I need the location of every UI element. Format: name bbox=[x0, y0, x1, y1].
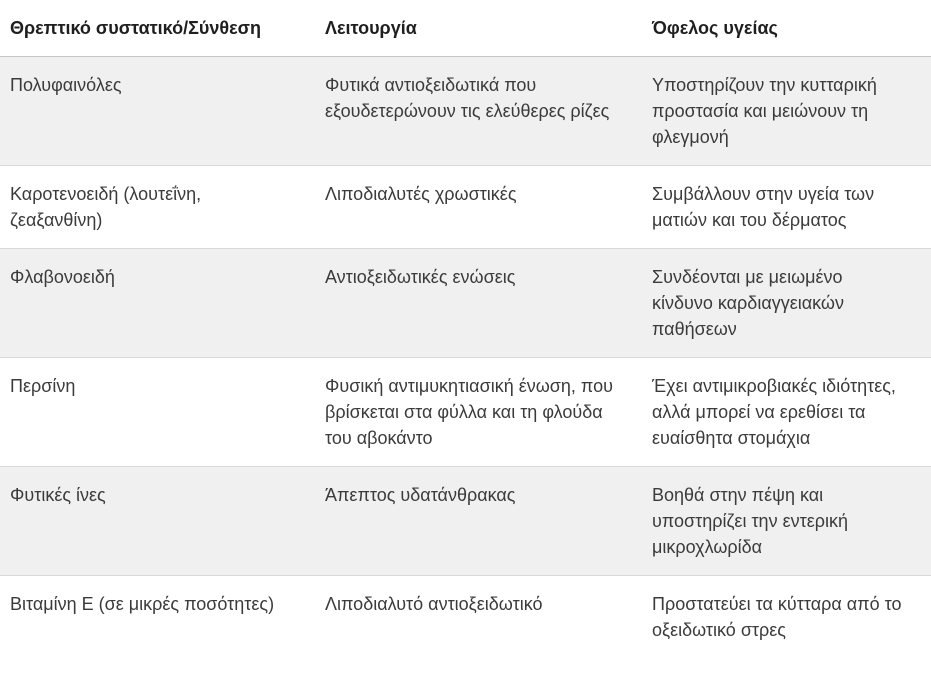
cell-benefit: Έχει αντιμικροβιακές ιδιότητες, αλλά μπορεί να ερεθίσει τα ευαίσθητα στομάχια bbox=[642, 358, 931, 467]
table-row bbox=[0, 166, 931, 249]
cell-function: Φυτικά αντιοξειδωτικά που εξουδετερώνουν τις ελεύθερες ρίζες bbox=[315, 57, 642, 166]
cell-function: Άπεπτος υδατάνθρακας bbox=[315, 467, 642, 576]
cell-nutrient: Φυτικές ίνες bbox=[0, 467, 315, 576]
cell-function: Φυσική αντιμυκητιασική ένωση, που βρίσκεται στα φύλλα και τη φλούδα του αβοκάντο bbox=[315, 358, 642, 467]
cell-benefit: Προστατεύει τα κύτταρα από το οξειδωτικό στρες bbox=[642, 576, 931, 659]
table-row bbox=[0, 576, 931, 659]
header-cell-function: Λειτουργία bbox=[315, 0, 642, 57]
table-body bbox=[0, 57, 931, 659]
cell-nutrient: Βιταμίνη Ε (σε μικρές ποσότητες) bbox=[0, 576, 315, 659]
cell-function: Αντιοξειδωτικές ενώσεις bbox=[315, 249, 642, 358]
cell-benefit: Βοηθά στην πέψη και υποστηρίζει την εντερική μικροχλωρίδα bbox=[642, 467, 931, 576]
cell-nutrient: Περσίνη bbox=[0, 358, 315, 467]
cell-nutrient: Καροτενοειδή (λουτεΐνη, ζεαξανθίνη) bbox=[0, 166, 315, 249]
header-row bbox=[0, 0, 931, 57]
table-row bbox=[0, 358, 931, 467]
cell-function: Λιποδιαλυτό αντιοξειδωτικό bbox=[315, 576, 642, 659]
cell-benefit: Συνδέονται με μειωμένο κίνδυνο καρδιαγγειακών παθήσεων bbox=[642, 249, 931, 358]
cell-benefit: Συμβάλλουν στην υγεία των ματιών και του δέρματος bbox=[642, 166, 931, 249]
table-row bbox=[0, 467, 931, 576]
cell-nutrient: Πολυφαινόλες bbox=[0, 57, 315, 166]
table-row bbox=[0, 57, 931, 166]
cell-function: Λιποδιαλυτές χρωστικές bbox=[315, 166, 642, 249]
cell-benefit: Υποστηρίζουν την κυτταρική προστασία και μειώνουν τη φλεγμονή bbox=[642, 57, 931, 166]
table-header bbox=[0, 0, 931, 57]
cell-nutrient: Φλαβονοειδή bbox=[0, 249, 315, 358]
header-cell-benefit: Όφελος υγείας bbox=[642, 0, 931, 57]
table-row bbox=[0, 249, 931, 358]
header-cell-nutrient: Θρεπτικό συστατικό/Σύνθεση bbox=[0, 0, 315, 57]
